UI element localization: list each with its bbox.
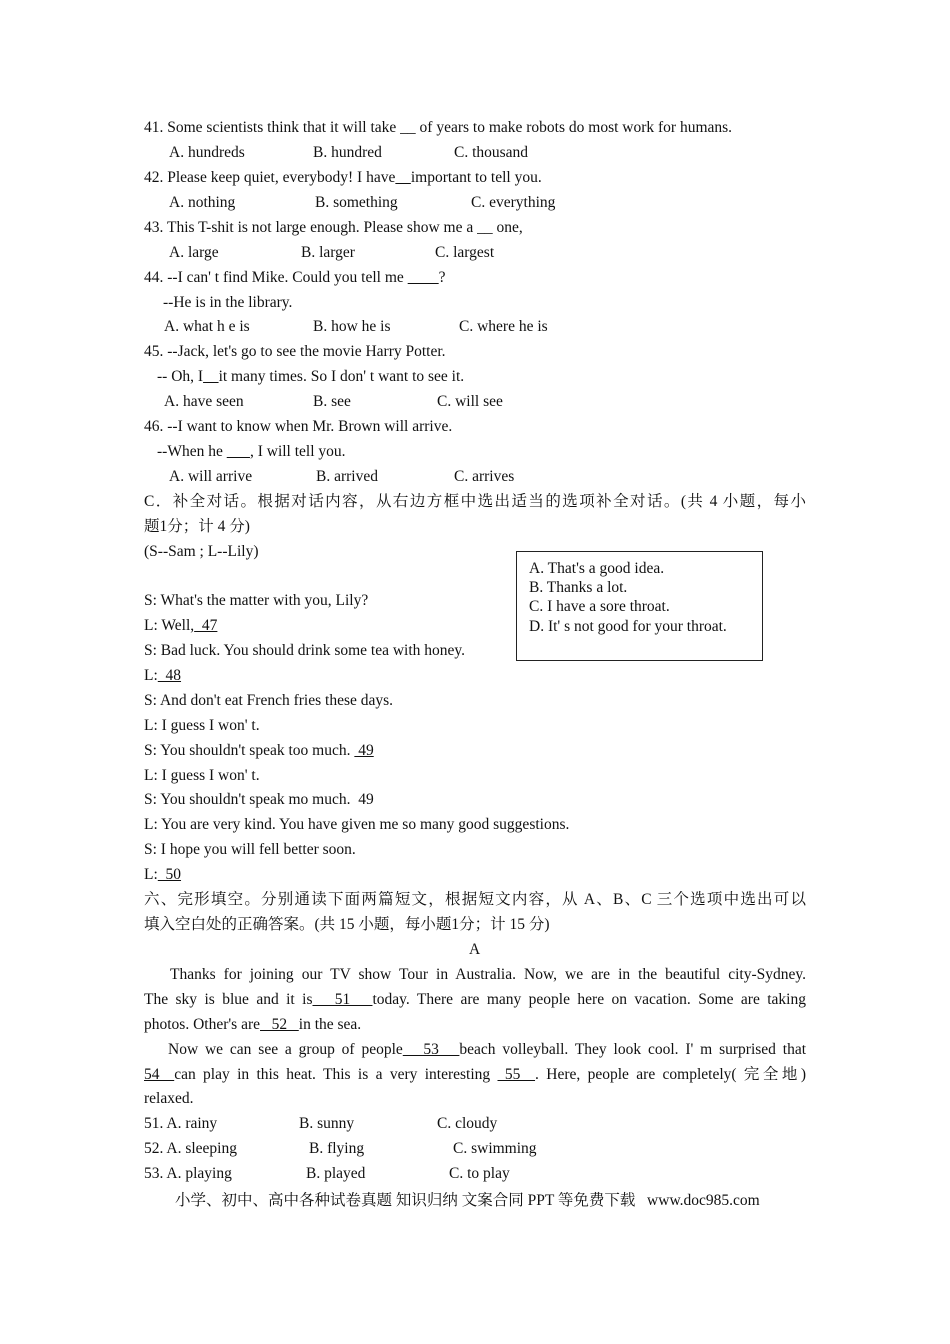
- q51-option-b: B. sunny: [299, 1115, 355, 1132]
- passage-line: [144, 990, 806, 1010]
- section-6-instructions: 六、完形填空。分别通读下面两篇短文，根据短文内容，从 A、B、C 三个选项中选出可以: [144, 891, 806, 908]
- dialog-line: [144, 865, 181, 885]
- q46-option-a: A. will arrive: [169, 468, 253, 485]
- options-box: [516, 551, 763, 661]
- q52-option-b: B. flying: [309, 1140, 365, 1157]
- dialog-line: S: You shouldn't speak mo much. 49: [144, 791, 374, 808]
- passage-line: [144, 1015, 361, 1035]
- dialog-line: S: I hope you will fell better soon.: [144, 841, 356, 858]
- dialog-text: L:: [144, 667, 158, 684]
- q51-option-a: 51. A. rainy: [144, 1115, 218, 1132]
- passage-text: . Here, people are completely( 完全地): [535, 1066, 806, 1083]
- dialog-line: S: What's the matter with you, Lily?: [144, 592, 369, 609]
- blank-48: 48: [157, 667, 182, 684]
- q46-reply: [157, 442, 346, 462]
- option-b: B. Thanks a lot.: [529, 579, 628, 596]
- section-c-instructions-2: 题1分；计 4 分): [144, 518, 250, 535]
- q45-option-a: A. have seen: [164, 393, 244, 410]
- blank-54: 54: [144, 1066, 175, 1083]
- q43-option-b: B. larger: [301, 244, 355, 261]
- q46-option-c: C. arrives: [454, 468, 515, 485]
- q45-option-b: B. see: [313, 393, 351, 410]
- dialog-line: L: I guess I won' t.: [144, 767, 260, 784]
- q53-option-a: 53. A. playing: [144, 1165, 232, 1182]
- passage-line: Thanks for joining our TV show Tour in Australia. Now, we are in the beautiful city-Sydney.: [170, 966, 806, 983]
- q44-text-end: ?: [438, 269, 446, 286]
- passage-text: beach volleyball. They look cool. I' m surprised that: [459, 1041, 807, 1058]
- section-c-instructions: C．补全对话。根据对话内容，从右边方框中选出适当的选项补全对话。(共 4 小题，每小: [144, 493, 806, 510]
- option-c: C. I have a sore throat.: [529, 598, 670, 615]
- dialog-line: L: You are very kind. You have given me so many good suggestions.: [144, 816, 570, 833]
- q46-text: --When he: [157, 443, 227, 460]
- blank-51: 51: [312, 991, 373, 1008]
- q44-blank: [408, 269, 439, 286]
- q46-text-end: , I will tell you.: [249, 443, 346, 460]
- q44-text: 44. --I can' t find Mike. Could you tell me: [144, 269, 408, 286]
- passage-text: in the sea.: [298, 1016, 362, 1033]
- q45-blank: [203, 368, 219, 385]
- question-43: 43. This T-shit is not large enough. Please show me a __ one,: [144, 219, 523, 236]
- question-42: [144, 168, 542, 188]
- q44-option-c: C. where he is: [459, 318, 548, 335]
- passage-line: [144, 1065, 806, 1085]
- q42-option-b: B. something: [315, 194, 398, 211]
- q42-text: 42. Please keep quiet, everybody! I have: [144, 169, 396, 186]
- q43-option-a: A. large: [169, 244, 219, 261]
- dialog-line: [144, 616, 217, 636]
- q53-option-c: C. to play: [449, 1165, 510, 1182]
- q45-text-end: it many times. So I don' t want to see it.: [218, 368, 465, 385]
- q42-blank: [395, 169, 411, 186]
- q45-text: -- Oh, I: [157, 368, 204, 385]
- q44-option-a: A. what h e is: [164, 318, 250, 335]
- passage-line: relaxed.: [144, 1090, 194, 1107]
- dialog-text: L:: [144, 866, 158, 883]
- page-footer: 小学、初中、高中各种试卷真题 知识归纳 文案合同 PPT 等免费下载 www.doc985.com: [175, 1192, 760, 1209]
- q53-option-b: B. played: [306, 1165, 366, 1182]
- q45-reply: [157, 367, 464, 387]
- q46-blank: [227, 443, 250, 460]
- q41-option-b: B. hundred: [313, 144, 382, 161]
- passage-label: A: [469, 941, 481, 958]
- passage-text: photos. Other's are: [144, 1016, 261, 1033]
- section-c-roles: (S--Sam ; L--Lily): [144, 543, 259, 560]
- blank-53: 53: [402, 1041, 460, 1058]
- q42-text-end: important to tell you.: [410, 169, 542, 186]
- dialog-line: [144, 741, 374, 761]
- dialog-text: S: You shouldn't speak too much.: [144, 742, 355, 759]
- q52-option-a: 52. A. sleeping: [144, 1140, 237, 1157]
- blank-47: 47: [194, 617, 218, 634]
- dialog-line: L: I guess I won' t.: [144, 717, 260, 734]
- dialog-text: L: Well,: [144, 617, 195, 634]
- dialog-line: S: Bad luck. You should drink some tea with honey.: [144, 642, 466, 659]
- question-41: 41. Some scientists think that it will take __ of years to make robots do most work for humans.: [144, 119, 733, 136]
- q44-reply: --He is in the library.: [163, 294, 293, 311]
- q51-option-c: C. cloudy: [437, 1115, 498, 1132]
- q45-option-c: C. will see: [437, 393, 503, 410]
- question-44: [144, 268, 446, 288]
- passage-text: can play in this heat. This is a very interesting: [174, 1066, 498, 1083]
- option-d: D. It' s not good for your throat.: [529, 618, 727, 635]
- question-46: 46. --I want to know when Mr. Brown will arrive.: [144, 418, 453, 435]
- dialog-line: S: And don't eat French fries these days.: [144, 692, 394, 709]
- q46-option-b: B. arrived: [316, 468, 378, 485]
- blank-52: 52: [260, 1016, 299, 1033]
- q42-option-c: C. everything: [471, 194, 556, 211]
- passage-text: today. There are many people here on vacation. Some are taking: [372, 991, 806, 1008]
- blank-49: 49: [354, 742, 374, 759]
- q42-option-a: A. nothing: [169, 194, 236, 211]
- q41-option-c: C. thousand: [454, 144, 529, 161]
- blank-50: 50: [157, 866, 182, 883]
- passage-text: Now we can see a group of people: [168, 1041, 403, 1058]
- q44-option-b: B. how he is: [313, 318, 391, 335]
- q41-option-a: A. hundreds: [169, 144, 245, 161]
- option-a: A. That's a good idea.: [529, 560, 665, 577]
- q43-option-c: C. largest: [435, 244, 495, 261]
- passage-line: [144, 1040, 806, 1060]
- dialog-line: [144, 666, 181, 686]
- q52-option-c: C. swimming: [453, 1140, 537, 1157]
- question-45: 45. --Jack, let's go to see the movie Harry Potter.: [144, 343, 446, 360]
- passage-text: The sky is blue and it is: [144, 991, 313, 1008]
- blank-55: 55: [497, 1066, 536, 1083]
- section-6-instructions-2: 填入空白处的正确答案。(共 15 小题，每小题1分；计 15 分): [144, 916, 550, 933]
